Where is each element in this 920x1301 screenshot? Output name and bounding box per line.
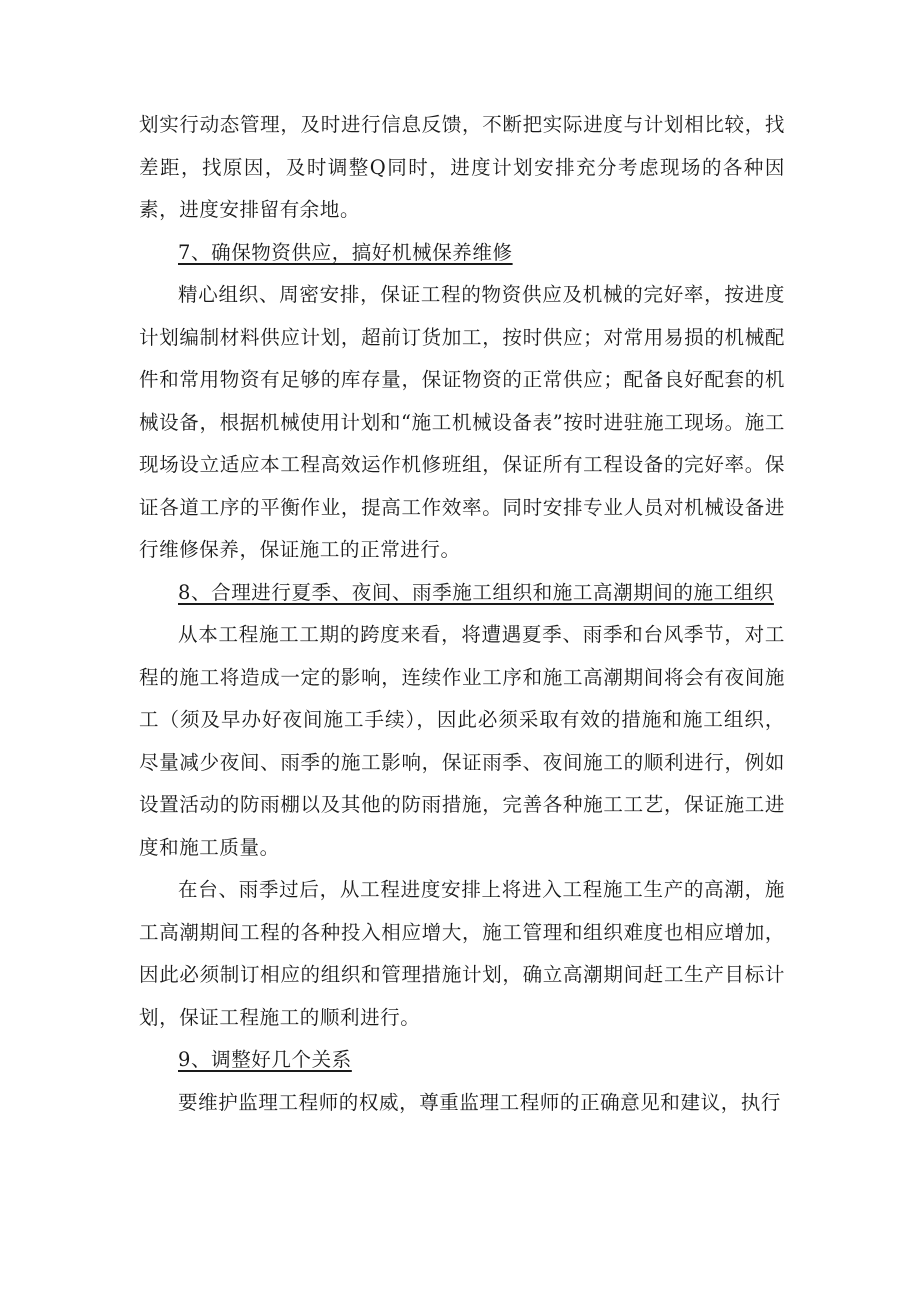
section-9-paragraph-1: 要维护监理工程师的权威，尊重监理工程师的正确意见和建议，执行 <box>178 1090 782 1114</box>
section-heading-8-text: 8、合理进行夏季、夜间、雨季施工组织和施工高潮期间的施工组织 <box>178 580 774 604</box>
section-heading-8 <box>139 572 785 615</box>
section-heading-7 <box>139 232 785 275</box>
section-7-paragraph-1: 精心组织、周密安排，保证工程的物资供应及机械的完好率，按进度计划编制材料供应计划，超前订货加工，按时供应；对常用易损的机械配件和常用物资有足够的库存量，保证物资的正常供应；配备良好配套的机械设备，根据机械使用计划和“施工机械设备表”按时进驻施工现场。施工现场设立适应本工程高效运作机修班组，保证所有工程设备的完好率。保证各道工序的平衡作业，提高工作效率。同时安排专业人员对机械设备进行维修保养，保证施工的正常进行。 <box>139 283 785 561</box>
section-heading-7-text: 7、确保物资供应，搞好机械保养维修 <box>178 240 513 264</box>
section-heading-9 <box>139 1039 785 1082</box>
section-8-paragraph-2: 在台、雨季过后，从工程进度安排上将进入工程施工生产的高潮，施工高潮期间工程的各种投入相应增大，施工管理和组织难度也相应增加，因此必须制订相应的组织和管理措施计划，确立高潮期间赶工生产目标计划，保证工程施工的顺利进行。 <box>139 878 785 1029</box>
document-body <box>139 104 785 1124</box>
section-8-paragraph-1: 从本工程施工工期的跨度来看，将遭遇夏季、雨季和台风季节，对工程的施工将造成一定的影响，连续作业工序和施工高潮期间将会有夜间施工（须及早办好夜间施工手续），因此必须采取有效的措施和施工组织，尽量减少夜间、雨季的施工影响，保证雨季、夜间施工的顺利进行，例如设置活动的防雨棚以及其他的防雨措施，完善各种施工工艺，保证施工进度和施工质量。 <box>139 623 785 859</box>
continuation-paragraph: 划实行动态管理，及时进行信息反馈，不断把实际进度与计划相比较，找差距，找原因，及时调整Q同时，进度计划安排充分考虑现场的各种因素，进度安排留有余地。 <box>139 113 785 221</box>
section-heading-9-text: 9、调整好几个关系 <box>178 1048 352 1071</box>
